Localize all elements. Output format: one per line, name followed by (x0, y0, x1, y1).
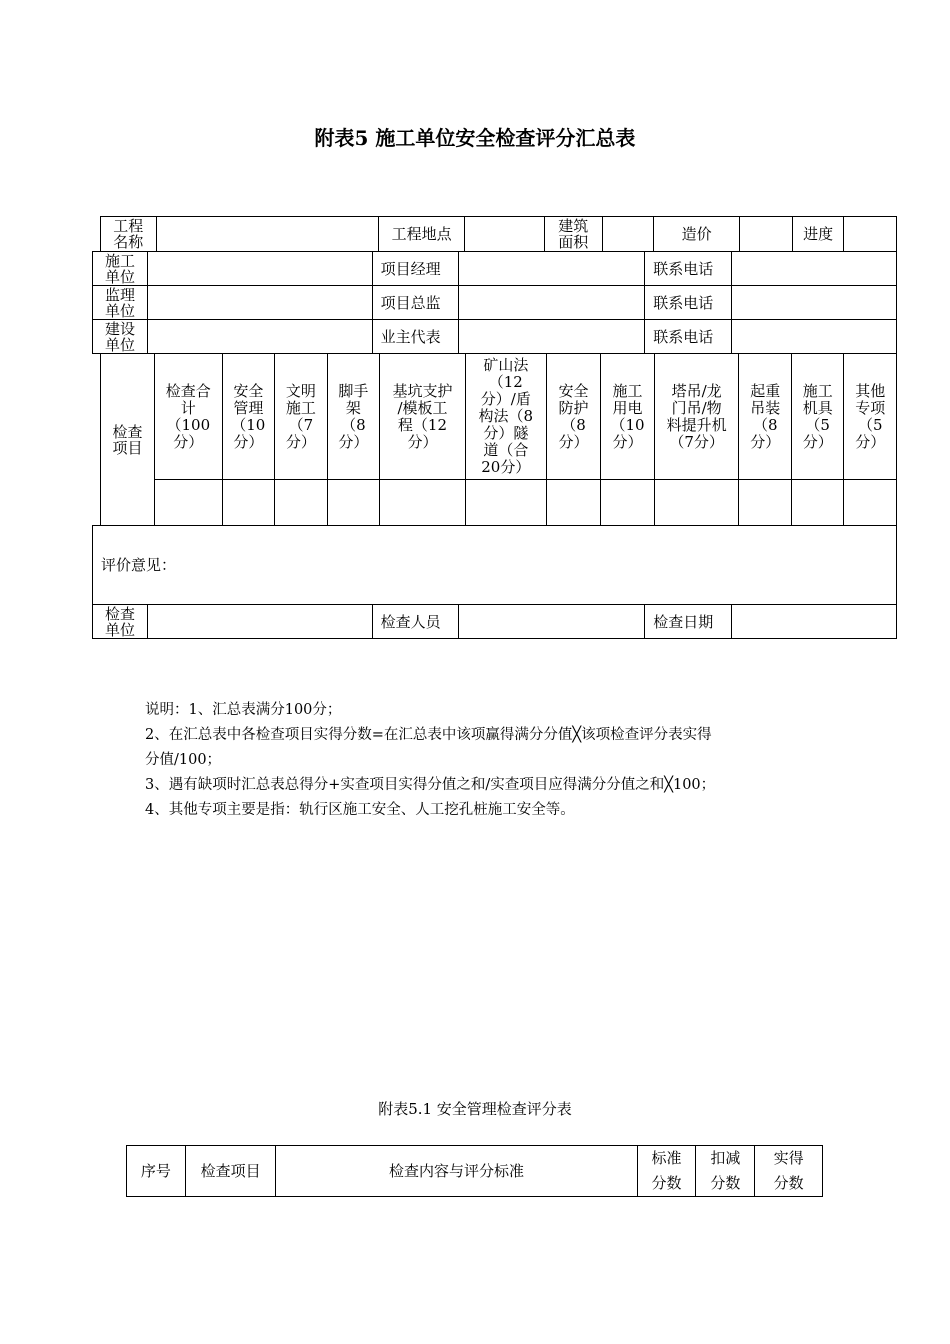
subtitle: 附表5.1 安全管理检查评分表 (378, 1100, 572, 1118)
supervision-unit-value[interactable] (147, 286, 372, 320)
inspection-date-label: 检查日期 (645, 605, 732, 639)
item-lifting: 起重 吊装 （8 分） (739, 354, 791, 480)
item-scaffold: 脚手 架 （8 分） (327, 354, 379, 480)
page-title: 附表5 施工单位安全检查评分汇总表 (314, 126, 636, 150)
note-line: 说明：1、汇总表满分100分； (145, 702, 342, 718)
inspection-unit-label: 检查 单位 (93, 605, 148, 639)
project-manager-value[interactable] (458, 252, 645, 286)
item-safety-protection: 安全 防护 （8 分） (546, 354, 600, 480)
note-line: 3、遇有缺项时汇总表总得分+实查项目实得分值之和/实查项目应得满分分值之和╳100； (145, 777, 716, 793)
opinion-table (92, 525, 897, 639)
check-items-table (100, 353, 897, 526)
chief-supervisor-label: 项目总监 (372, 286, 458, 320)
project-name-value[interactable] (156, 217, 379, 252)
inspection-date-value[interactable] (732, 605, 897, 639)
area-value[interactable] (602, 217, 654, 252)
inspector-value[interactable] (458, 605, 645, 639)
item-foundation-pit: 基坑支护 /模板工 程（12 分） (380, 354, 466, 480)
inspection-unit-value[interactable] (147, 605, 372, 639)
inspector-label: 检查人员 (372, 605, 458, 639)
cost-value[interactable] (740, 217, 792, 252)
phone-value-2[interactable] (732, 286, 897, 320)
evaluation-opinion[interactable]: 评价意见： (93, 526, 897, 605)
score-safety-protection[interactable] (546, 480, 600, 526)
score-civilized-construction[interactable] (275, 480, 327, 526)
note-line: 4、其他专项主要是指：轨行区施工安全、人工挖孔桩施工安全等。 (145, 802, 575, 818)
score-foundation-pit[interactable] (380, 480, 466, 526)
chief-supervisor-value[interactable] (458, 286, 645, 320)
item-civilized-construction: 文明 施工 （7 分） (275, 354, 327, 480)
col-no: 序号 (127, 1146, 186, 1197)
progress-value[interactable] (844, 217, 897, 252)
check-items-label: 检查 项目 (101, 354, 155, 526)
score-total[interactable] (155, 480, 222, 526)
note-line: 分值/100； (145, 752, 222, 768)
owner-rep-value[interactable] (458, 320, 645, 354)
construction-unit-value[interactable] (147, 252, 372, 286)
phone-label-2: 联系电话 (645, 286, 732, 320)
notes (145, 698, 825, 823)
score-scaffold[interactable] (327, 480, 379, 526)
phone-value-1[interactable] (732, 252, 897, 286)
col-actual-score: 实得 分数 (755, 1146, 823, 1197)
col-standard-score: 标准 分数 (637, 1146, 696, 1197)
project-name-label: 工程 名称 (101, 217, 157, 252)
phone-label-1: 联系电话 (645, 252, 732, 286)
score-tower-crane[interactable] (654, 480, 739, 526)
item-total: 检查合 计 （100 分） (155, 354, 222, 480)
phone-label-3: 联系电话 (645, 320, 732, 354)
cost-label: 造价 (654, 217, 740, 252)
info-row-1 (100, 216, 897, 252)
item-machinery: 施工 机具 （5 分） (791, 354, 843, 480)
score-tunnel[interactable] (465, 480, 546, 526)
project-manager-label: 项目经理 (372, 252, 458, 286)
item-other: 其他 专项 （5 分） (844, 354, 897, 480)
location-label: 工程地点 (379, 217, 464, 252)
info-rows-units (92, 251, 897, 354)
score-electricity[interactable] (601, 480, 655, 526)
note-line: 2、在汇总表中各检查项目实得分数=在汇总表中该项赢得满分分值╳该项检查评分表实得 (145, 727, 712, 743)
item-safety-management: 安全 管理 （10 分） (222, 354, 275, 480)
score-safety-management[interactable] (222, 480, 275, 526)
score-lifting[interactable] (739, 480, 791, 526)
col-content: 检查内容与评分标准 (276, 1146, 637, 1197)
score-other[interactable] (844, 480, 897, 526)
item-tunnel: 矿山法 （12 分）/盾 构法（8 分）隧 道（合 20分） (465, 354, 546, 480)
construction-unit-label: 施工 单位 (93, 252, 148, 286)
score-machinery[interactable] (791, 480, 843, 526)
item-electricity: 施工 用电 （10 分） (601, 354, 655, 480)
safety-management-table (126, 1145, 823, 1197)
col-deduct-score: 扣减 分数 (696, 1146, 755, 1197)
area-label: 建筑 面积 (544, 217, 602, 252)
owner-unit-value[interactable] (147, 320, 372, 354)
owner-unit-label: 建设 单位 (93, 320, 148, 354)
col-item: 检查项目 (185, 1146, 276, 1197)
location-value[interactable] (464, 217, 544, 252)
progress-label: 进度 (792, 217, 844, 252)
item-tower-crane: 塔吊/龙 门吊/物 料提升机 （7分） (654, 354, 739, 480)
supervision-unit-label: 监理 单位 (93, 286, 148, 320)
phone-value-3[interactable] (732, 320, 897, 354)
owner-rep-label: 业主代表 (372, 320, 458, 354)
